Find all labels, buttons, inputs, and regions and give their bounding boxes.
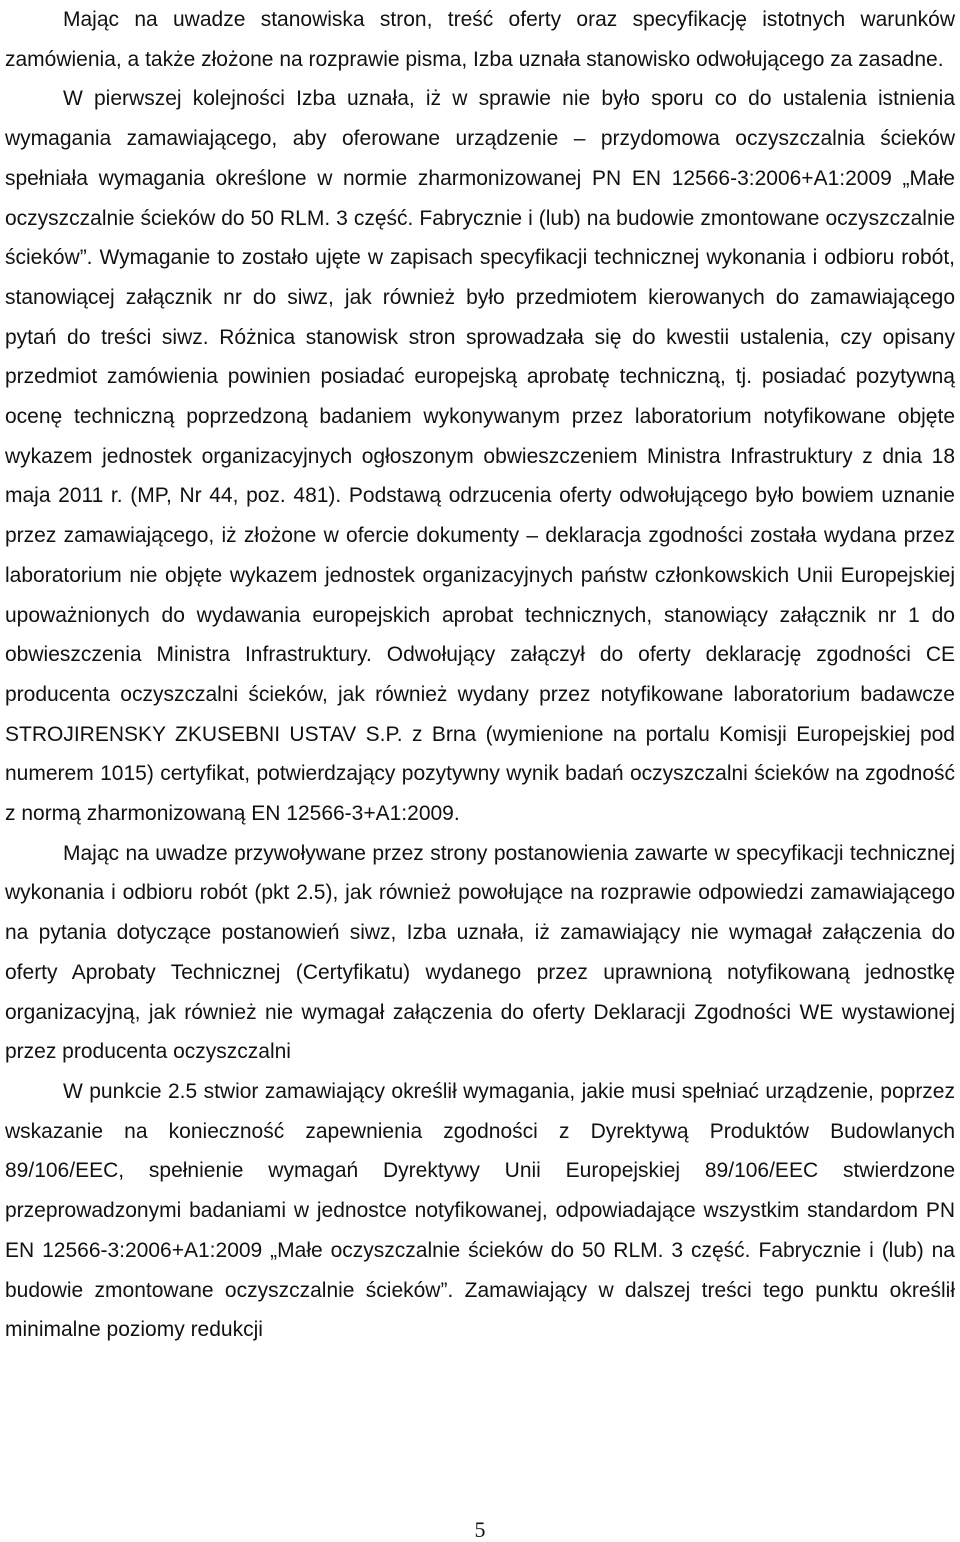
paragraph-3: Mając na uwadze przywoływane przez strony postanowienia zawarte w specyfikacji technicznej wykonania i odbioru robót (pkt 2.5), jak również powołujące na rozprawie odpowiedzi zamawiającego na pytania dotyczące postanowień siwz, Izba uznała, iż zamawiający nie wymagał załączenia do oferty Aprobaty Technicznej (Certyfikatu) wydanego przez uprawnioną notyfikowaną jednostkę organizacyjną, jak również nie wymagał załączenia do oferty Deklaracji Zgodności WE wystawionej przez producenta oczyszczalni: [5, 841, 955, 1064]
paragraph-2: W pierwszej kolejności Izba uznała, iż w sprawie nie było sporu co do ustalenia istnienia wymagania zamawiającego, aby oferowane urządzenie – przydomowa oczyszczalnia ścieków spełniała wymagania określone w normie zharmonizowanej PN EN 12566-3:2006+A1:2009 „Małe oczyszczalnie ścieków do 50 RLM. 3 część. Fabrycznie i (lub) na budowie zmontowane oczyszczalnie ścieków”. Wymaganie to zostało ujęte w zapisach specyfikacji technicznej wykonania i odbioru robót, stanowiącej załącznik nr do siwz, jak również było przedmiotem kierowanych do zamawiającego pytań do treści siwz. Różnica stanowisk stron sprowadzała się do kwestii ustalenia, czy opisany przedmiot zamówienia powinien posiadać europejską aprobatę techniczną, tj. posiadać pozytywną ocenę techniczną poprzedzoną badaniem wykonywanym przez laboratorium notyfikowane objęte wykazem jednostek organizacyjnych ogłoszonym obwieszczeniem Ministra Infrastruktury z dnia 18 maja 2011 r. (MP, Nr 44, poz. 481). Podstawą odrzucenia oferty odwołującego było bowiem uznanie przez zamawiającego, iż złożone w ofercie dokumenty – deklaracja zgodności została wydana przez laboratorium nie objęte wykazem jednostek organizacyjnych państw członkowskich Unii Europejskiej upoważnionych do wydawania europejskich aprobat technicznych, stanowiący załącznik nr 1 do obwieszczenia Ministra Infrastruktury. Odwołujący załączył do oferty deklarację zgodności CE producenta oczyszczalni ścieków, jak również wydany przez notyfikowane laboratorium badawcze STROJIRENSKY ZKUSEBNI USTAV S.P. z Brna (wymienione na portalu Komisji Europejskiej pod numerem 1015) certyfikat, potwierdzający pozytywny wynik badań oczyszczalni ścieków na zgodność z normą zharmonizowaną EN 12566-3+A1:2009.: [5, 87, 955, 826]
paragraph-1: Mając na uwadze stanowiska stron, treść oferty oraz specyfikację istotnych warunków zamówienia, a także złożone na rozprawie pisma, Izba uznała stanowisko odwołującego za zasadne.: [5, 8, 955, 71]
document-body: [5, 0, 955, 1350]
paragraph-4: W punkcie 2.5 stwior zamawiający określił wymagania, jakie musi spełniać urządzenie, poprzez wskazanie na konieczność zapewnienia zgodności z Dyrektywą Produktów Budowlanych 89/106/EEC, spełnienie wymagań Dyrektywy Unii Europejskiej 89/106/EEC stwierdzone przeprowadzonymi badaniami w jednostce notyfikowanej, odpowiadające wszystkim standardom PN EN 12566-3:2006+A1:2009 „Małe oczyszczalnie ścieków do 50 RLM. 3 część. Fabrycznie i (lub) na budowie zmontowane oczyszczalnie ścieków”. Zamawiający w dalszej treści tego punktu określił minimalne poziomy redukcji: [5, 1079, 955, 1342]
page-number: 5: [474, 1517, 486, 1542]
